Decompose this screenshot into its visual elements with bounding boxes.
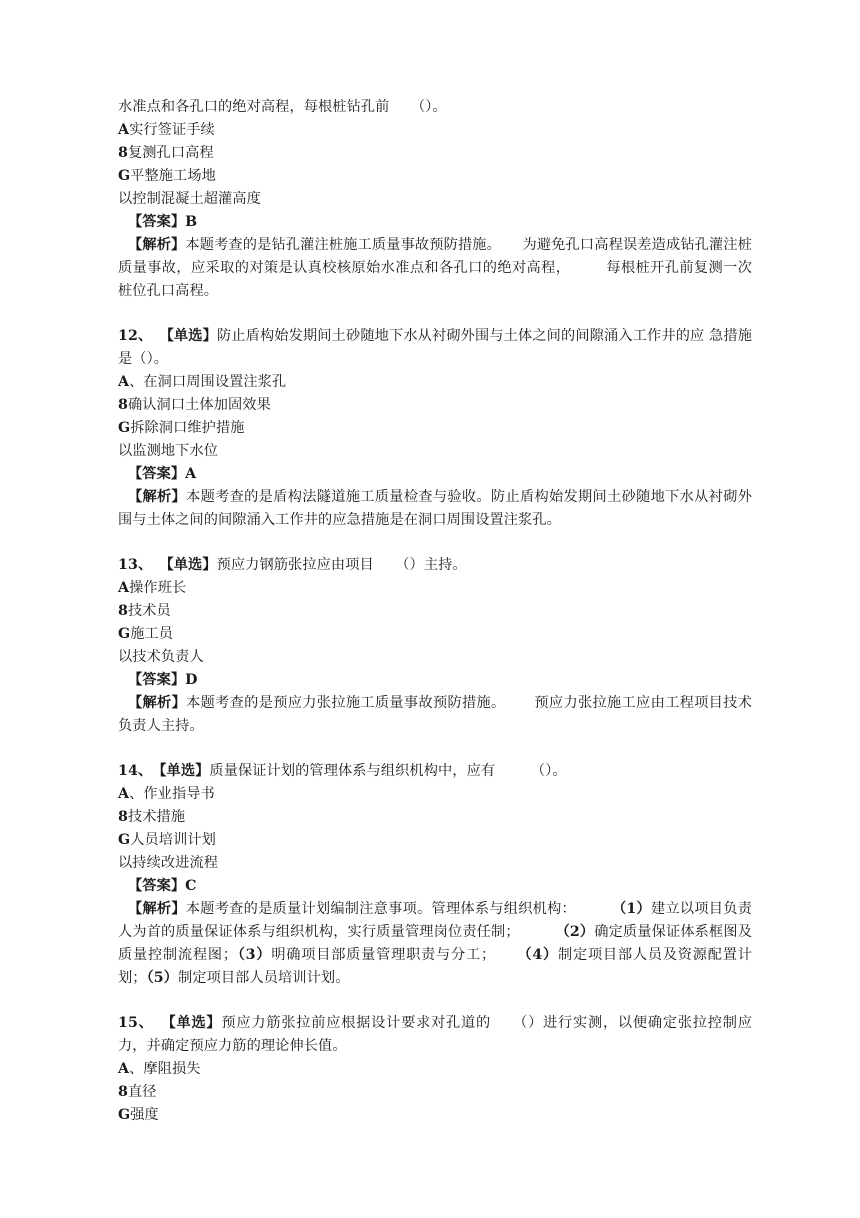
option-c[interactable] <box>118 623 752 646</box>
analysis-line <box>118 234 752 303</box>
analysis-line <box>118 898 752 990</box>
option-b-text: 复测孔口高程 <box>127 145 214 161</box>
question-stem-text: 防止盾构始发期间土砂随地下水从衬砌外围与土体之间的间隙涌入工作井的应 急措施是（）。 <box>118 328 753 367</box>
analysis-tag: 【解析】 <box>128 695 187 711</box>
option-d-label: 以 <box>118 855 133 871</box>
option-d-label: 以 <box>118 191 133 207</box>
option-c[interactable] <box>118 829 752 852</box>
option-a-text: 、作业指导书 <box>129 786 215 802</box>
question-stem <box>118 1012 752 1058</box>
question-type-tag: 【单选】 <box>152 763 210 779</box>
question-type-tag: 【单选】 <box>159 557 217 573</box>
option-c-text: 强度 <box>130 1107 159 1123</box>
analysis-tag: 【解析】 <box>128 237 186 253</box>
question-number-suffix: 、 <box>137 763 153 779</box>
answer-line <box>118 669 752 692</box>
option-a[interactable] <box>118 119 752 142</box>
analysis-tag: 【解析】 <box>128 489 187 505</box>
option-b[interactable] <box>118 394 752 417</box>
question-number: 12 <box>118 328 138 344</box>
option-a-text: 实行签证手续 <box>129 122 215 138</box>
option-b[interactable] <box>118 142 752 165</box>
option-b[interactable] <box>118 1081 752 1104</box>
question-number-suffix: 、 <box>137 1015 154 1031</box>
option-b-text: 直径 <box>127 1084 157 1100</box>
question-stem <box>118 760 752 783</box>
question-stem <box>118 554 752 577</box>
option-b[interactable] <box>118 600 752 623</box>
option-c-label: G <box>118 832 131 848</box>
question-stem-text: 预应力筋张拉前应根据设计要求对孔道的 （）进行实测，以便确定张拉控制应力，并确定预应力筋的理论伸长值。 <box>118 1015 753 1054</box>
analysis-text: 本题考查的是预应力张拉施工质量事故预防措施。 预应力张拉施工应由工程项目技术负责人主持。 <box>118 695 752 734</box>
option-c-label: G <box>118 420 131 436</box>
question-number-gap <box>154 1012 161 1035</box>
option-b-text: 技术措施 <box>127 809 186 825</box>
option-c-label: G <box>118 1107 131 1123</box>
question-number: 14 <box>118 763 138 779</box>
answer-value: C <box>185 878 197 894</box>
analysis-tag: 【解析】 <box>128 901 186 917</box>
question-stem-text: 预应力钢筋张拉应由项目 （）主持。 <box>216 557 467 573</box>
option-d-label: 以 <box>118 649 133 665</box>
option-d-text: 技术负责人 <box>132 649 204 665</box>
question-number: 15 <box>118 1015 138 1031</box>
option-c[interactable] <box>118 417 752 440</box>
option-a-label: A <box>118 1061 130 1077</box>
analysis-rich-text: 本题考查的是质量计划编制注意事项。管理体系与组织机构： （1）建立以项目负责人为首的质量保证体系与组织机构，实行质量管理岗位责任制； （2）确定质量保证体系框图及质量控制流程图；（3）明确项目部质量管理职责与分工； （4）制定项目部人员及资源配置计划；（5）制定项目部人员培训计划。 <box>118 901 752 986</box>
option-c-label: G <box>118 168 131 184</box>
question-block <box>118 554 752 738</box>
analysis-text: 本题考查的是盾构法隧道施工质量检查与验收。防止盾构始发期间土砂随地下水从衬砌外围与土体之间的间隙涌入工作井的应急措施是在洞口周围设置注浆孔。 <box>118 489 753 528</box>
answer-line <box>118 211 752 234</box>
option-b[interactable] <box>118 806 752 829</box>
option-d-text: 监测地下水位 <box>132 443 219 459</box>
option-a[interactable] <box>118 783 752 806</box>
option-d[interactable] <box>118 188 752 211</box>
option-d[interactable] <box>118 646 752 669</box>
question-block <box>118 96 752 303</box>
question-number-suffix: 、 <box>137 557 153 573</box>
answer-tag: 【答案】 <box>128 878 186 894</box>
question-type-tag: 【单选】 <box>159 328 217 344</box>
answer-value: D <box>185 672 198 688</box>
option-a[interactable] <box>118 1058 752 1081</box>
answer-value: A <box>185 466 197 482</box>
option-b-label: 8 <box>118 1084 128 1100</box>
option-b-label: 8 <box>118 809 128 825</box>
option-b-label: 8 <box>118 145 128 161</box>
question-stem-text: 水准点和各孔口的绝对高程，每根桩钻孔前 （）。 <box>118 99 447 115</box>
question-number-suffix: 、 <box>137 328 153 344</box>
document-text-column <box>118 96 752 1127</box>
option-a[interactable] <box>118 371 752 394</box>
option-a-label: A <box>118 374 130 390</box>
answer-tag: 【答案】 <box>128 214 186 230</box>
question-block <box>118 1012 752 1127</box>
analysis-line <box>118 486 752 532</box>
answer-value: B <box>185 214 198 230</box>
option-c-label: G <box>118 626 131 642</box>
answer-tag: 【答案】 <box>128 672 186 688</box>
option-c-text: 施工员 <box>130 626 174 642</box>
answer-tag: 【答案】 <box>128 466 186 482</box>
option-b-text: 确认洞口土体加固效果 <box>127 397 271 413</box>
option-b-label: 8 <box>118 603 128 619</box>
option-d-text: 持续改进流程 <box>132 855 219 871</box>
option-d[interactable] <box>118 852 752 875</box>
question-stem-text: 质量保证计划的管理体系与组织机构中，应有 （）。 <box>209 763 567 779</box>
option-a[interactable] <box>118 577 752 600</box>
question-number-gap <box>152 325 159 348</box>
question-stem <box>118 325 752 371</box>
option-b-text: 技术员 <box>127 603 171 619</box>
analysis-text: 本题考查的是钻孔灌注桩施工质量事故预防措施。 为避免孔口高程误差造成钻孔灌注桩质量事故，应采取的对策是认真校核原始水准点和各孔口的绝对高程， 每根桩开孔前复测一次桩位孔口高程。 <box>118 237 752 299</box>
option-d-text: 控制混凝土超灌高度 <box>132 191 261 207</box>
option-a-label: A <box>118 580 130 596</box>
option-c-text: 拆除洞口维护措施 <box>130 420 245 436</box>
option-d[interactable] <box>118 440 752 463</box>
question-block <box>118 325 752 532</box>
option-b-label: 8 <box>118 397 128 413</box>
option-a-text: 操作班长 <box>129 580 187 596</box>
option-d-label: 以 <box>118 443 133 459</box>
option-c-text: 平整施工场地 <box>130 168 216 184</box>
analysis-line <box>118 692 752 738</box>
question-block <box>118 760 752 990</box>
answer-line <box>118 875 752 898</box>
question-type-tag: 【单选】 <box>160 1015 222 1031</box>
option-c[interactable] <box>118 165 752 188</box>
question-stem <box>118 96 752 119</box>
answer-line <box>118 463 752 486</box>
option-a-label: A <box>118 786 130 802</box>
option-c[interactable] <box>118 1104 752 1127</box>
option-a-text: 、在洞口周围设置注浆孔 <box>129 374 287 390</box>
option-a-label: A <box>118 122 130 138</box>
question-number: 13 <box>118 557 138 573</box>
option-a-text: 、摩阻损失 <box>129 1061 201 1077</box>
option-c-text: 人员培训计划 <box>130 832 216 848</box>
